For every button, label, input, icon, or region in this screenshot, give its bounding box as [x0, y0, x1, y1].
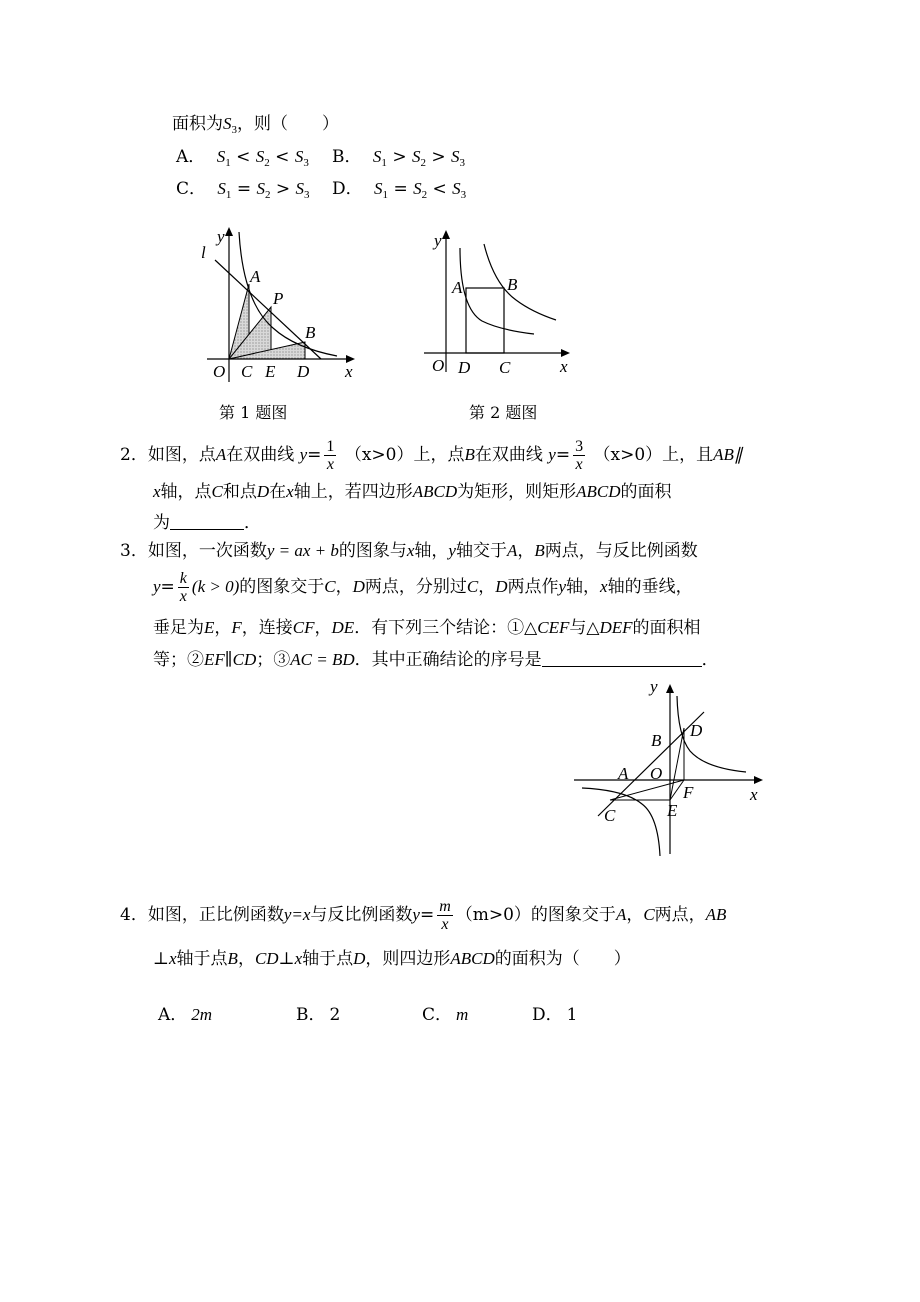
- y-axis-arrow: [442, 230, 450, 239]
- y-axis-arrow: [225, 227, 233, 236]
- q4-line-2: ⊥x轴于点B，CD⊥x轴于点D，则四边形ABCD的面积为（ ）: [153, 949, 631, 969]
- q3-line-1: 3．如图，一次函数y = ax + b的图象与x轴，y轴交于A，B两点，与反比例函数: [120, 541, 698, 561]
- q2-line-3: 为 ．: [153, 513, 261, 533]
- y-axis-arrow: [666, 684, 674, 693]
- label-p: P: [273, 289, 284, 308]
- q2-answer-blank[interactable]: [170, 529, 244, 530]
- q2-line-1: 2．如图，点A在双曲线 y= $\frac{1}{x}$ （x>0）上，点B在双曲线 y= $\frac{3}{x}$ （x>0）上，且AB∥: [120, 438, 743, 473]
- label-o: O: [650, 764, 663, 783]
- label-a: A: [618, 764, 629, 783]
- label-x: x: [750, 785, 758, 804]
- hyperbola-branch-upper: [677, 696, 746, 772]
- q2-line-2: x轴，点C和点D在x轴上，若四边形ABCD为矩形，则矩形ABCD的面积: [153, 482, 672, 502]
- hyperbola-branch-lower: [582, 788, 660, 856]
- hyperbola-1-over-x: [460, 248, 534, 334]
- fraction-1-over-x: $\frac{1}{x}$: [326, 438, 335, 473]
- label-d: D: [458, 358, 471, 377]
- figure-2: [420, 222, 590, 382]
- label-o: O: [432, 356, 445, 375]
- q4-option-d[interactable]: D． 1: [532, 1005, 578, 1025]
- label-e: E: [667, 801, 678, 820]
- label-x: x: [560, 357, 568, 376]
- q1-option-b[interactable]: B． $S_1 > S_2 > S_3$: [332, 147, 466, 169]
- label-y: y: [434, 231, 442, 250]
- fraction-m-over-x: $\frac{m}{x}$: [439, 898, 451, 933]
- q4-option-a[interactable]: A． 2m: [158, 1005, 213, 1025]
- label-f: F: [683, 783, 694, 802]
- label-y: y: [650, 677, 658, 696]
- label-x: x: [345, 362, 353, 381]
- figure-3: [570, 676, 770, 866]
- label-c: C: [499, 358, 511, 377]
- x-axis-arrow: [754, 776, 763, 784]
- label-y: y: [217, 227, 225, 246]
- q3-line-4: 等；②EF∥CD；③AC = BD．其中正确结论的序号是 ．: [153, 650, 719, 670]
- figure-2-caption: 第 2 题图: [469, 403, 538, 422]
- rectangle-abcd: [466, 288, 504, 353]
- label-b: B: [507, 275, 518, 294]
- q3-answer-blank[interactable]: [542, 666, 702, 667]
- q1-option-d[interactable]: D． $S_1 = S_2 < S_3$: [332, 179, 467, 201]
- q1-option-a[interactable]: A． $S_1 < S_2 < S_3$: [176, 147, 309, 169]
- label-c: C: [241, 362, 253, 381]
- figure-1-caption: 第 1 题图: [219, 403, 288, 422]
- q1-option-c[interactable]: C． $S_1 = S_2 > S_3$: [176, 179, 310, 201]
- label-a: A: [452, 278, 463, 297]
- hyperbola-3-over-x: [484, 244, 556, 320]
- fraction-k-over-x: $\frac{k}{x}$: [179, 570, 187, 605]
- label-e: E: [265, 362, 276, 381]
- label-a: A: [250, 267, 261, 286]
- q3-line-2: y= $\frac{k}{x}$ (k > 0)的图象交于C，D两点，分别过C，D两点作y轴，x轴的垂线，: [153, 570, 693, 605]
- label-o: O: [213, 362, 226, 381]
- figure-1: [195, 222, 375, 392]
- label-c: C: [604, 806, 616, 825]
- q4-option-c[interactable]: C． m: [422, 1005, 469, 1025]
- label-b: B: [651, 731, 662, 750]
- x-axis-arrow: [561, 349, 570, 357]
- label-d: D: [297, 362, 310, 381]
- label-d: D: [690, 721, 703, 740]
- label-l: l: [201, 243, 206, 262]
- q1-stem: 面积为$S_3$，则（ ）: [172, 114, 339, 136]
- fraction-3-over-x: $\frac{3}{x}$: [575, 438, 584, 473]
- q4-line-1: 4．如图，正比例函数y=x与反比例函数y= $\frac{m}{x}$ （m>0）的图象交于A，C两点，AB: [120, 898, 727, 933]
- label-b: B: [305, 323, 316, 342]
- q4-option-b[interactable]: B． 2: [296, 1005, 341, 1025]
- q3-line-3: 垂足为E，F，连接CF，DE．有下列三个结论：①△CEF与△DEF的面积相: [153, 618, 701, 638]
